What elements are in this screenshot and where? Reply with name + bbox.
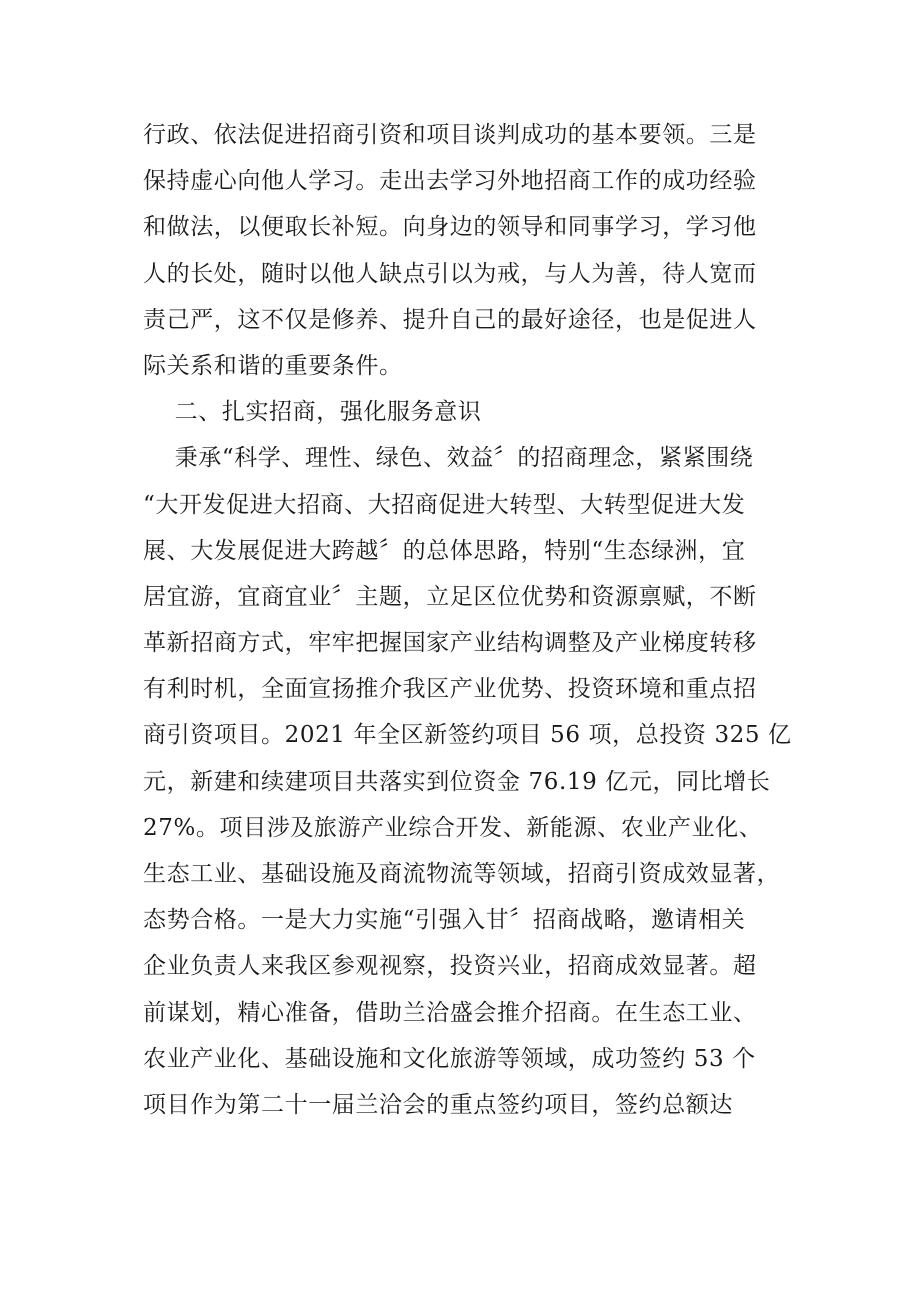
text-line: 保持虚心向他人学习。走出去学习外地招商工作的成功经验 [143, 168, 757, 195]
text-line: 前谋划，精心准备，借助兰洽盛会推介招商。在生态工业、 [143, 999, 757, 1026]
text-line: “大开发促进大招商、大招商促进大转型、大转型促进大发 [143, 491, 746, 518]
text-line: 行政、依法促进招商引资和项目谈判成功的基本要领。三是 [143, 122, 757, 148]
text-line: 革新招商方式，牢牢把握国家产业结构调整及产业梯度转移 [143, 630, 757, 657]
text-line: 态势合格。一是大力实施“引强入甘〞招商战略，邀请相关 [143, 907, 746, 934]
text-line: 秉承“科学、理性、绿色、效益〞的招商理念，紧紧围绕 [143, 445, 754, 472]
text-line: 27%。项目涉及旅游产业综合开发、新能源、农业产业化、 [143, 814, 763, 841]
text-line: 有利时机，全面宣扬推介我区产业优势、投资环境和重点招 [143, 676, 757, 703]
text-line: 展、大发展促进大跨越〞的总体思路，特别“生态绿洲，宜 [143, 537, 746, 564]
section-heading: 二、扎实招商，强化服务意识 [143, 399, 482, 426]
text-line: 责己严，这不仅是修养、提升自己的最好途径，也是促进人 [143, 306, 757, 333]
text-line: 项目作为第二十一届兰洽会的重点签约项目，签约总额达 [143, 1091, 733, 1118]
text-line: 企业负责人来我区参观视察，投资兴业，招商成效显著。超 [143, 953, 757, 980]
text-line: 和做法，以便取长补短。向身边的领导和同事学习，学习他 [143, 214, 757, 241]
text-line: 生态工业、基础设施及商流物流等领域，招商引资成效显著， [143, 861, 781, 887]
body-text [143, 112, 792, 1128]
text-line: 商引资项目。2021 年全区新签约项目 56 项，总投资 325 亿 [143, 722, 792, 749]
text-line: 元，新建和续建项目共落实到位资金 76.19 亿元，同比增长 [143, 768, 771, 795]
text-line: 际关系和谐的重要条件。 [143, 352, 403, 379]
text-line: 居宜游，宜商宜业〞主题，立足区位优势和资源禀赋，不断 [143, 583, 757, 610]
text-line: 人的长处，随时以他人缺点引以为戒，与人为善，待人宽而 [143, 260, 757, 287]
text-line: 农业产业化、基础设施和文化旅游等领域，成功签约 53 个 [143, 1045, 756, 1072]
